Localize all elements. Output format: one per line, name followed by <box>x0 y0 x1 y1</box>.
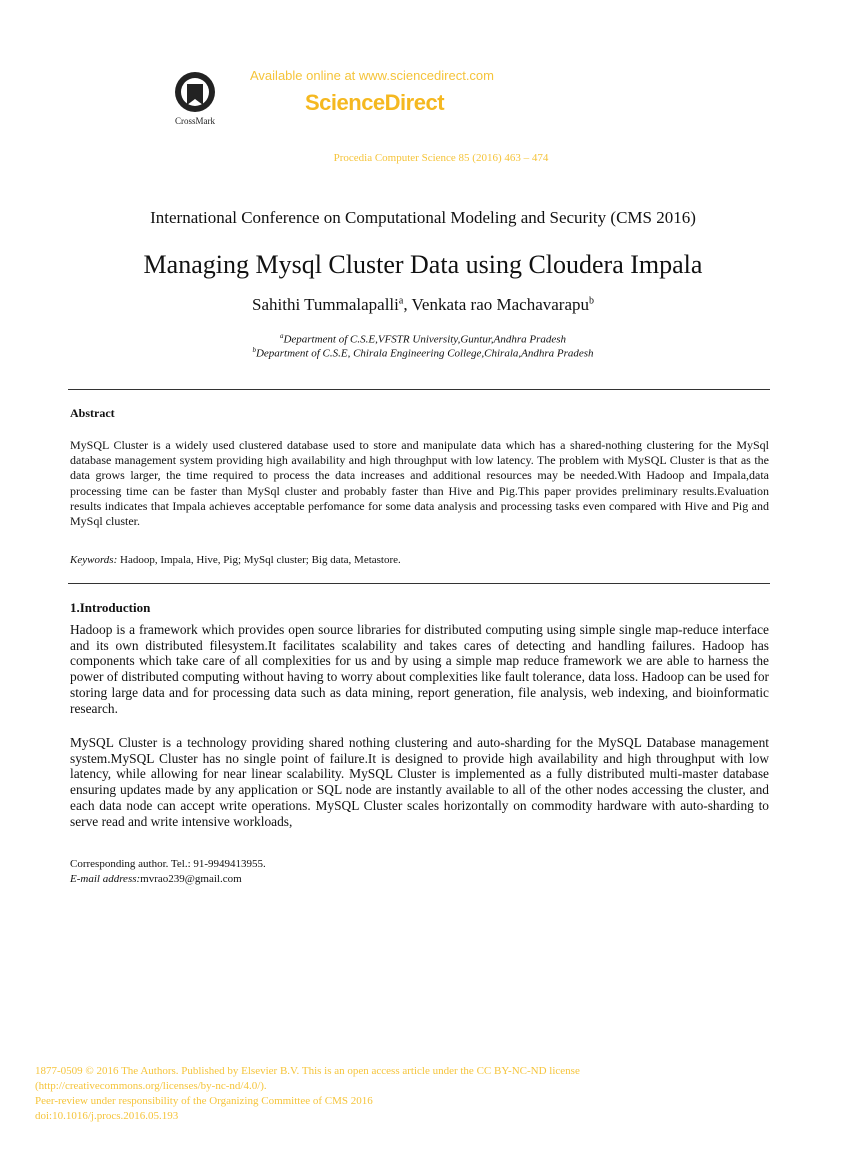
journal-reference <box>0 152 846 164</box>
affiliation-text: Department of C.S.E,VFSTR University,Guntur,Andhra Pradesh <box>283 333 567 346</box>
sciencedirect-logo[interactable]: ScienceDirect <box>305 90 445 115</box>
peer-review-line: Peer-review under responsibility of the Organizing Committee of CMS 2016 <box>35 1095 373 1107</box>
available-online-link[interactable]: Available online at www.sciencedirect.com <box>250 68 494 83</box>
keywords-label: Keywords: <box>70 554 118 566</box>
license-line: 1877-0509 © 2016 The Authors. Published by Elsevier B.V. This is an open access article under the CC BY-NC-ND license <box>35 1065 580 1077</box>
keywords-text: Hadoop, Impala, Hive, Pig; MySql cluster; Big data, Metastore. <box>120 554 401 566</box>
correspondence-note <box>70 857 266 887</box>
body-paragraph: MySQL Cluster is a technology providing shared nothing clustering and auto-sharding for the MySQL Database management system.MySQL Cluster has no single point of failure.It is designed to provide high availability and high throughput with low latency, while allowing for near linear scalability. MySQL Cluster is implemented as a fully distributed multi-master database ensuring updates made by any application or SQL node are instantly available to all of the other nodes accessing the cluster, and each data node can accept write operations. MySQL Cluster scales horizontally on commodity hardware with auto-sharding to serve read and write intensive workloads, <box>70 735 769 829</box>
crossmark-label: CrossMark <box>175 116 215 126</box>
abstract-divider <box>68 583 770 584</box>
corresponding-author-line: Corresponding author. Tel.: 91-9949413955. <box>70 858 266 870</box>
keywords-line <box>70 554 401 566</box>
author-superscript: b <box>589 295 594 307</box>
link-open-paren: ( <box>35 1080 39 1092</box>
license-link[interactable]: http://creativecommons.org/licenses/by-nc-nd/4.0/ <box>38 1080 261 1092</box>
abstract-body: MySQL Cluster is a widely used clustered database used to store and manipulate data which has a shared-nothing clustering for the MySql database management system providing high availability and high throughput with low latency. The problem with MySQL Cluster is that as the data grows larger, the time required to process the data increases and additional resources may be needed.With Hadoop and Impala,data processing time can be faster than MySql cluster and probably faster than Hive and Pig.This paper provides preliminary results.Evaluation results indicates that Impala achieves acceptable perfomance for some data analysis and processing tasks even compared with Hive and Pig and MySql cluster. <box>70 438 769 529</box>
author-name: Sahithi Tummalapalli <box>252 295 399 314</box>
email-line <box>70 872 266 887</box>
crossmark-badge[interactable] <box>160 70 230 126</box>
affiliation-superscript: b <box>252 346 256 354</box>
license-link-line <box>35 1079 580 1094</box>
affiliation-text: Department of C.S.E, Chirala Engineering College,Chirala,Andhra Pradesh <box>255 347 594 360</box>
link-close-paren: ). <box>260 1080 267 1092</box>
email-address[interactable]: mvrao239@gmail.com <box>140 873 242 885</box>
crossmark-icon <box>173 70 217 114</box>
journal-reference-text: Procedia Computer Science 85 (2016) 463 – 474 <box>333 152 549 164</box>
section-heading-introduction: 1.Introduction <box>70 600 151 615</box>
author-superscript: a <box>398 295 404 307</box>
author-list: Sahithi Tummalapalli$^a$, Venkata rao Machavarapu$^b$ <box>252 295 594 314</box>
author-name: Venkata rao Machavarapu <box>411 295 589 314</box>
doi-line[interactable]: doi:10.1016/j.procs.2016.05.193 <box>35 1110 179 1122</box>
copyright-footer <box>35 1064 580 1124</box>
abstract-heading: Abstract <box>70 406 115 420</box>
conference-name: International Conference on Computational Modeling and Security (CMS 2016) <box>150 208 696 227</box>
body-paragraph: Hadoop is a framework which provides open source libraries for distributed computing using simple single map-reduce interface and its own distributed filesystem.It facilitates scalability and takes cares of detecting and handling failures. Hadoop has components which take care of all complexities for us and by using a simple map reduce framework we are able to harness the power of distributed computing without having to worry about complexities like fault tolerance, data loss. Hadoop can be used for storing large data and for processing data such as data mining, report generation, file analysis, web indexing, and bioinformatic research. <box>70 622 769 716</box>
affiliation-superscript: a <box>279 332 284 340</box>
email-label: E-mail address: <box>70 873 141 885</box>
affiliation-b <box>0 346 846 360</box>
paper-title: Managing Mysql Cluster Data using Cloudera Impala <box>143 250 703 279</box>
top-divider <box>68 389 770 390</box>
affiliation-a <box>0 332 846 346</box>
